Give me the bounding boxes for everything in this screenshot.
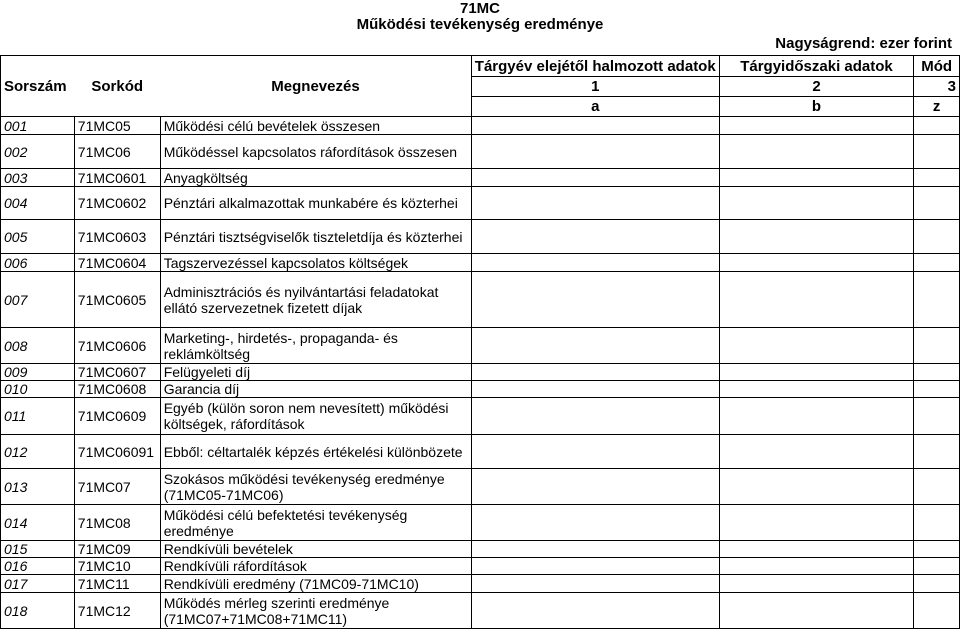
row-value-3[interactable] [914,220,960,254]
row-value-1[interactable] [471,254,719,272]
table-row [1,272,960,328]
row-code: 71MC0608 [74,381,160,398]
row-code: 71MC05 [74,117,160,135]
table-row [1,187,960,220]
row-value-3[interactable] [914,169,960,187]
col-number-2: 2 [719,77,914,97]
row-name: Egyéb (külön soron nem nevesített) működési költségek, ráfordítások [160,398,471,435]
row-number: 001 [1,117,75,135]
row-value-1[interactable] [471,558,719,575]
row-number: 002 [1,135,75,169]
table-row [1,381,960,398]
row-name: Működéssel kapcsolatos ráfordítások összesen [160,135,471,169]
col-letter-2: b [719,97,914,117]
row-value-2[interactable] [719,364,914,381]
row-number: 003 [1,169,75,187]
row-value-1[interactable] [471,328,719,364]
row-code: 71MC08 [74,505,160,541]
row-value-3[interactable] [914,381,960,398]
row-code: 71MC0606 [74,328,160,364]
row-number: 012 [1,435,75,469]
row-value-2[interactable] [719,220,914,254]
row-value-1[interactable] [471,187,719,220]
row-code: 71MC0602 [74,187,160,220]
col-letter-1: a [471,97,719,117]
table-row [1,117,960,135]
row-value-3[interactable] [914,135,960,169]
row-name: Rendkívüli eredmény (71MC09-71MC10) [160,575,471,593]
row-value-3[interactable] [914,328,960,364]
row-value-1[interactable] [471,505,719,541]
row-value-2[interactable] [719,593,914,629]
row-number: 009 [1,364,75,381]
row-value-2[interactable] [719,187,914,220]
row-name: Anyagköltség [160,169,471,187]
table-row [1,169,960,187]
row-value-2[interactable] [719,117,914,135]
row-value-1[interactable] [471,272,719,328]
col-number-3: 3 [914,77,960,97]
row-value-2[interactable] [719,328,914,364]
col-header-sorkod: Sorkód [74,56,160,117]
row-value-2[interactable] [719,398,914,435]
unit-label: Nagyságrend: ezer forint [775,35,952,52]
row-value-2[interactable] [719,469,914,505]
row-name: Garancia díj [160,381,471,398]
row-number: 011 [1,398,75,435]
row-name: Szokásos működési tevékenység eredménye (71MC05-71MC06) [160,469,471,505]
report-title: Működési tevékenység eredménye [356,16,604,33]
row-name: Működési célú befektetési tevékenység eredménye [160,505,471,541]
row-value-1[interactable] [471,135,719,169]
row-number: 006 [1,254,75,272]
row-name: Adminisztrációs és nyilvántartási feladatokat ellátó szervezetnek fizetett díjak [160,272,471,328]
row-name: Felügyeleti díj [160,364,471,381]
table-row [1,541,960,558]
row-number: 014 [1,505,75,541]
row-code: 71MC06 [74,135,160,169]
row-value-2[interactable] [719,575,914,593]
row-value-1[interactable] [471,469,719,505]
table-row [1,558,960,575]
row-number: 013 [1,469,75,505]
row-name: Pénztári tisztségviselők tiszteletdíja és közterhei [160,220,471,254]
row-value-3[interactable] [914,187,960,220]
row-value-3[interactable] [914,593,960,629]
table-row [1,505,960,541]
row-value-3[interactable] [914,117,960,135]
row-value-3[interactable] [914,505,960,541]
row-name: Ebből: céltartalék képzés értékelési különbözete [160,435,471,469]
row-code: 71MC0603 [74,220,160,254]
row-code: 71MC09 [74,541,160,558]
row-value-3[interactable] [914,398,960,435]
col-header-2: Tárgyidőszaki adatok [719,56,914,77]
col-header-1: Tárgyév elejétől halmozott adatok [471,56,719,77]
row-value-2[interactable] [719,435,914,469]
row-value-2[interactable] [719,505,914,541]
row-value-3[interactable] [914,435,960,469]
row-value-1[interactable] [471,220,719,254]
row-value-2[interactable] [719,272,914,328]
table-row [1,593,960,629]
data-table [0,55,960,629]
row-value-1[interactable] [471,575,719,593]
row-code: 71MC07 [74,469,160,505]
col-header-megnevezes: Megnevezés [160,56,471,117]
row-value-3[interactable] [914,364,960,381]
table-row [1,435,960,469]
col-header-3: Mód [914,56,960,77]
row-code: 71MC0607 [74,364,160,381]
row-number: 016 [1,558,75,575]
row-number: 004 [1,187,75,220]
row-value-3[interactable] [914,272,960,328]
table-row [1,398,960,435]
row-value-1[interactable] [471,117,719,135]
row-value-1[interactable] [471,169,719,187]
row-code: 71MC0609 [74,398,160,435]
row-value-3[interactable] [914,558,960,575]
row-number: 005 [1,220,75,254]
row-name: Pénztári alkalmazottak munkabére és közterhei [160,187,471,220]
row-value-2[interactable] [719,381,914,398]
table-row [1,135,960,169]
row-value-2[interactable] [719,558,914,575]
row-number: 017 [1,575,75,593]
row-value-3[interactable] [914,469,960,505]
row-value-1[interactable] [471,435,719,469]
row-code: 71MC11 [74,575,160,593]
row-value-1[interactable] [471,364,719,381]
row-name: Rendkívüli ráfordítások [160,558,471,575]
table-row [1,575,960,593]
row-number: 015 [1,541,75,558]
row-value-2[interactable] [719,135,914,169]
row-code: 71MC0604 [74,254,160,272]
row-code: 71MC12 [74,593,160,629]
row-value-1[interactable] [471,541,719,558]
row-number: 018 [1,593,75,629]
row-value-1[interactable] [471,593,719,629]
table-row [1,328,960,364]
row-value-3[interactable] [914,575,960,593]
report-code: 71MC [459,0,500,17]
table-row [1,254,960,272]
row-number: 008 [1,328,75,364]
row-code: 71MC0601 [74,169,160,187]
table-row [1,220,960,254]
table-row [1,364,960,381]
row-name: Működési célú bevételek összesen [160,117,471,135]
row-value-3[interactable] [914,254,960,272]
table-row [1,469,960,505]
row-name: Működés mérleg szerinti eredménye (71MC07+71MC08+71MC11) [160,593,471,629]
row-code: 71MC10 [74,558,160,575]
row-value-1[interactable] [471,381,719,398]
col-number-1: 1 [471,77,719,97]
row-value-2[interactable] [719,541,914,558]
col-header-sorszam: Sorszám [1,56,75,117]
row-name: Tagszervezéssel kapcsolatos költségek [160,254,471,272]
row-value-3[interactable] [914,541,960,558]
row-value-2[interactable] [719,254,914,272]
row-number: 010 [1,381,75,398]
row-value-1[interactable] [471,398,719,435]
col-letter-3: z [914,97,960,117]
row-code: 71MC06091 [74,435,160,469]
row-number: 007 [1,272,75,328]
row-code: 71MC0605 [74,272,160,328]
row-name: Rendkívüli bevételek [160,541,471,558]
row-name: Marketing-, hirdetés-, propaganda- és reklámköltség [160,328,471,364]
row-value-2[interactable] [719,169,914,187]
